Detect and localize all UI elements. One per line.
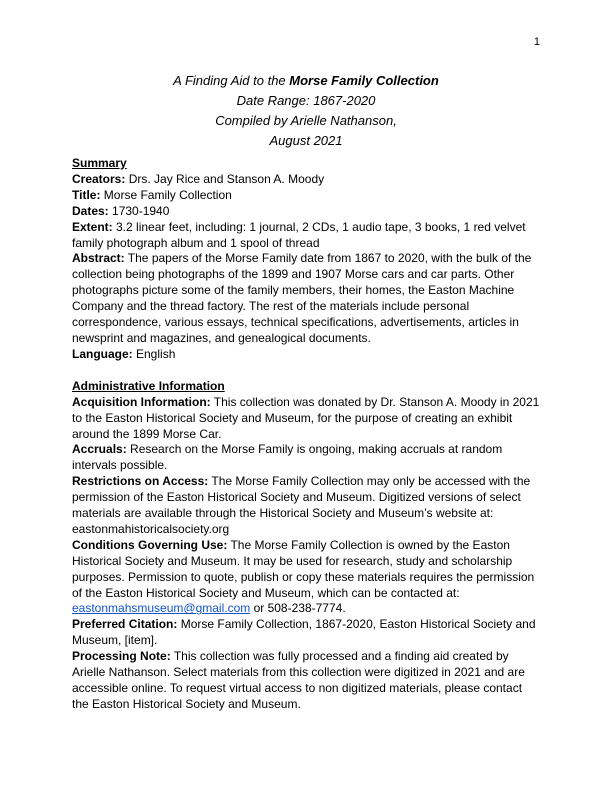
field-label: Abstract: bbox=[72, 251, 125, 266]
conditions-governing-use bbox=[72, 538, 540, 618]
field-label: Creators: bbox=[72, 171, 126, 186]
summary-abstract bbox=[72, 251, 540, 346]
field-value: 1730-1940 bbox=[108, 203, 170, 218]
restrictions-on-access bbox=[72, 474, 540, 538]
field-label: Title: bbox=[72, 187, 101, 202]
collection-name: Morse Family Collection bbox=[289, 73, 439, 88]
field-label: Restrictions on Access: bbox=[72, 474, 209, 489]
field-label: Language: bbox=[72, 346, 133, 361]
summary-heading: Summary bbox=[72, 156, 127, 170]
processing-note bbox=[72, 649, 540, 713]
field-label: Extent: bbox=[72, 219, 113, 234]
administrative-heading: Administrative Information bbox=[72, 378, 225, 393]
accruals bbox=[72, 442, 540, 474]
field-label: Processing Note: bbox=[72, 649, 171, 664]
section-spacer bbox=[72, 363, 540, 379]
phone-suffix: or 508-238-7774. bbox=[250, 601, 346, 616]
field-value: The Morse Family Collection is owned by the Easton Historical Society and Museum. It may be used for research, study and scholarship purposes. Permission to quote, publish or copy these materials requires the permission of the Easton Historical Society and Museum, which can be contacted at: bbox=[72, 537, 535, 600]
field-value: The papers of the Morse Family date from 1867 to 2020, with the bulk of the collection being photographs of the 1899 and 1907 Morse cars and car parts. Other photographs picture some of the family members, their homes, the Easton Machine Company and the thread factory. The rest of the materials include personal correspondence, various essays, technical specifications, advertisements, articles in newsprint and magazines, and genealogical documents. bbox=[72, 251, 532, 345]
field-label: Preferred Citation: bbox=[72, 617, 178, 632]
preferred-citation bbox=[72, 617, 540, 649]
field-value: 3.2 linear feet, including: 1 journal, 2 CDs, 1 audio tape, 3 books, 1 red velvet family photograph album and 1 spool of thread bbox=[72, 219, 526, 250]
field-value: Morse Family Collection bbox=[100, 187, 232, 202]
field-value: English bbox=[132, 346, 176, 361]
summary-language bbox=[72, 347, 540, 363]
field-value: Research on the Morse Family is ongoing, making accruals at random intervals possible. bbox=[72, 442, 503, 473]
date-range: Date Range: 1867-2020 bbox=[236, 93, 376, 108]
summary-title bbox=[72, 188, 540, 204]
field-value: This collection was donated by Dr. Stanson A. Moody in 2021 to the Easton Historical Society and Museum, for the purpose of creating an exhibit around the 1899 Morse Car. bbox=[72, 394, 540, 441]
email-link[interactable]: eastonmahsmuseum@gmail.com bbox=[72, 601, 251, 616]
summary-extent bbox=[72, 220, 540, 252]
field-value: Drs. Jay Rice and Stanson A. Moody bbox=[125, 171, 325, 186]
title-block bbox=[0, 71, 612, 151]
field-value: Morse Family Collection, 1867-2020, Easton Historical Society and Museum, [item]. bbox=[72, 617, 536, 648]
page-number: 1 bbox=[533, 36, 540, 48]
compiled-by: Compiled by Arielle Nathanson, bbox=[215, 113, 397, 128]
document-body bbox=[72, 156, 540, 713]
field-value: This collection was fully processed and a finding aid created by Arielle Nathanson. Select materials from this collection were digitized in 2021 and are accessible online. To request virtual access to non digitized materials, please contact the Easton Historical Society and Museum. bbox=[72, 649, 525, 711]
document-title bbox=[0, 71, 612, 91]
field-label: Conditions Governing Use: bbox=[72, 537, 228, 552]
compiled-date: August 2021 bbox=[269, 133, 343, 148]
summary-dates bbox=[72, 204, 540, 220]
acquisition-information bbox=[72, 395, 540, 443]
field-label: Accruals: bbox=[72, 442, 127, 457]
field-value: The Morse Family Collection may only be accessed with the permission of the Easton Historical Society and Museum. Digitized versions of select materials are available through the Historical Society and Museum’s website at: eastonmahistoricalsociety.org bbox=[72, 474, 531, 536]
field-label: Dates: bbox=[72, 203, 109, 218]
field-label: Acquisition Information: bbox=[72, 394, 211, 409]
summary-creators bbox=[72, 172, 540, 188]
title-prefix: A Finding Aid to the bbox=[173, 73, 290, 88]
